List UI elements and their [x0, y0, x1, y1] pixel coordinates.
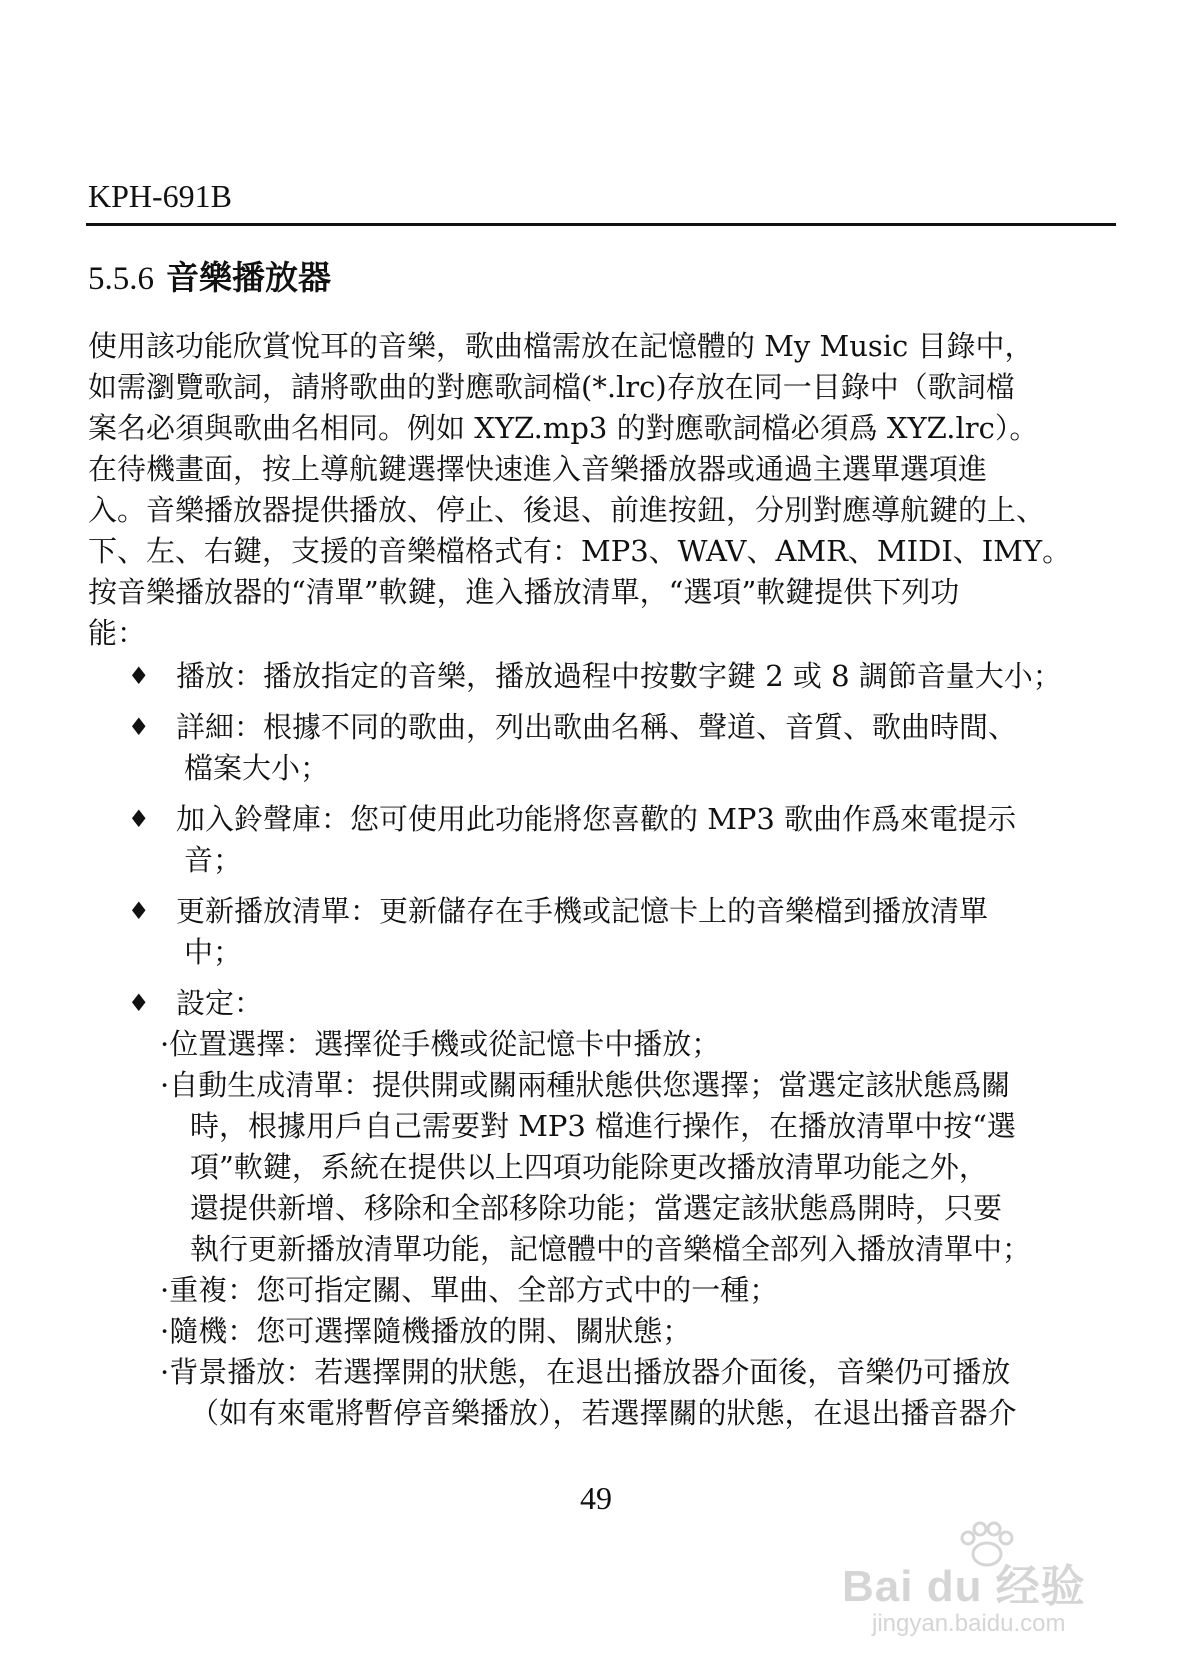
bullet-item-add-ringtone [88, 799, 1118, 881]
watermark-url: jingyan.baidu.com [872, 1610, 1066, 1637]
options-list [88, 656, 1118, 1434]
setting-text: ·位置選擇：選擇從手機或從記憶卡中播放； [160, 1027, 721, 1061]
bullet-text: 加入鈴聲庫：您可使用此功能將您喜歡的 MP3 歌曲作爲來電提示 [176, 802, 1017, 836]
diamond-bullet-icon: ♦ [128, 713, 150, 741]
bullet-item-update-playlist [88, 891, 1118, 973]
intro-line: 按音樂播放器的“清單”軟鍵，進入播放清單，“選項”軟鍵提供下列功 [88, 575, 960, 609]
setting-text: 還提供新增、移除和全部移除功能；當選定該狀態爲開時，只要 [190, 1191, 1003, 1225]
header-rule [86, 223, 1116, 226]
intro-line: 案名必須與歌曲名相同。例如 XYZ.mp3 的對應歌詞檔必須爲 XYZ.lrc）。 [88, 411, 1039, 445]
bullet-text: 詳細：根據不同的歌曲，列出歌曲名稱、聲道、音質、歌曲時間、 [176, 710, 1018, 744]
bullet-text: 設定： [176, 986, 264, 1020]
intro-line: 在待機畫面，按上導航鍵選擇快速進入音樂播放器或通過主選單選項進 [88, 452, 988, 486]
setting-text: ·重複：您可指定關、單曲、全部方式中的一種； [160, 1273, 779, 1307]
setting-location [88, 1024, 1118, 1065]
section-title: 音樂播放器 [166, 258, 331, 297]
section-heading [88, 256, 331, 301]
diamond-bullet-icon: ♦ [128, 897, 150, 925]
diamond-bullet-icon: ♦ [128, 662, 150, 690]
setting-shuffle [88, 1311, 1118, 1352]
setting-repeat [88, 1270, 1118, 1311]
setting-text: ·自動生成清單：提供開或關兩種狀態供您選擇；當選定該狀態爲關 [160, 1068, 1011, 1102]
diamond-bullet-icon: ♦ [128, 805, 150, 833]
diamond-bullet-icon: ♦ [128, 989, 150, 1017]
intro-line: 能： [88, 616, 147, 650]
page-number: 49 [580, 1480, 612, 1516]
intro-line: 如需瀏覽歌詞，請將歌曲的對應歌詞檔(*.lrc)存放在同一目錄中（歌詞檔 [88, 370, 1015, 404]
setting-text: ·隨機：您可選擇隨機播放的開、關狀態； [160, 1314, 692, 1348]
bullet-text: 更新播放清單：更新儲存在手機或記憶卡上的音樂檔到播放清單 [176, 894, 989, 928]
bullet-text: 中； [184, 935, 243, 969]
watermark-logo: Bai du 经验 [842, 1562, 1086, 1611]
baidu-watermark [842, 1520, 1132, 1660]
section-number: 5.5.6 [88, 261, 154, 297]
intro-line: 下、左、右鍵，支援的音樂檔格式有：MP3、WAV、AMR、MIDI、IMY。 [88, 534, 1072, 568]
setting-text: 執行更新播放清單功能，記憶體中的音樂檔全部列入播放清單中； [190, 1232, 1032, 1266]
setting-background-play [88, 1352, 1118, 1434]
bullet-item-play [88, 656, 1118, 697]
setting-text: 項”軟鍵，系統在提供以上四項功能除更改播放清單功能之外， [190, 1150, 988, 1184]
document-model-header: KPH-691B [88, 178, 233, 214]
intro-line: 入。音樂播放器提供播放、停止、後退、前進按鈕，分別對應導航鍵的上、 [88, 493, 1046, 527]
setting-text: ·背景播放：若選擇開的狀態，在退出播放器介面後，音樂仍可播放 [160, 1355, 1011, 1389]
intro-line: 使用該功能欣賞悅耳的音樂，歌曲檔需放在記憶體的 My Music 目錄中， [88, 329, 1034, 363]
bullet-text: 檔案大小； [184, 751, 330, 785]
bullet-item-details [88, 707, 1118, 789]
bullet-text: 音； [184, 843, 243, 877]
setting-text: 時，根據用戶自己需要對 MP3 檔進行操作，在播放清單中按“選 [190, 1109, 1016, 1143]
setting-text: （如有來電將暫停音樂播放），若選擇關的狀態，在退出播音器介 [190, 1396, 1017, 1430]
setting-auto-playlist [88, 1065, 1118, 1270]
bullet-item-settings [88, 983, 1118, 1024]
intro-paragraph [88, 326, 1118, 654]
bullet-text: 播放：播放指定的音樂，播放過程中按數字鍵 2 或 8 調節音量大小； [176, 659, 1062, 693]
